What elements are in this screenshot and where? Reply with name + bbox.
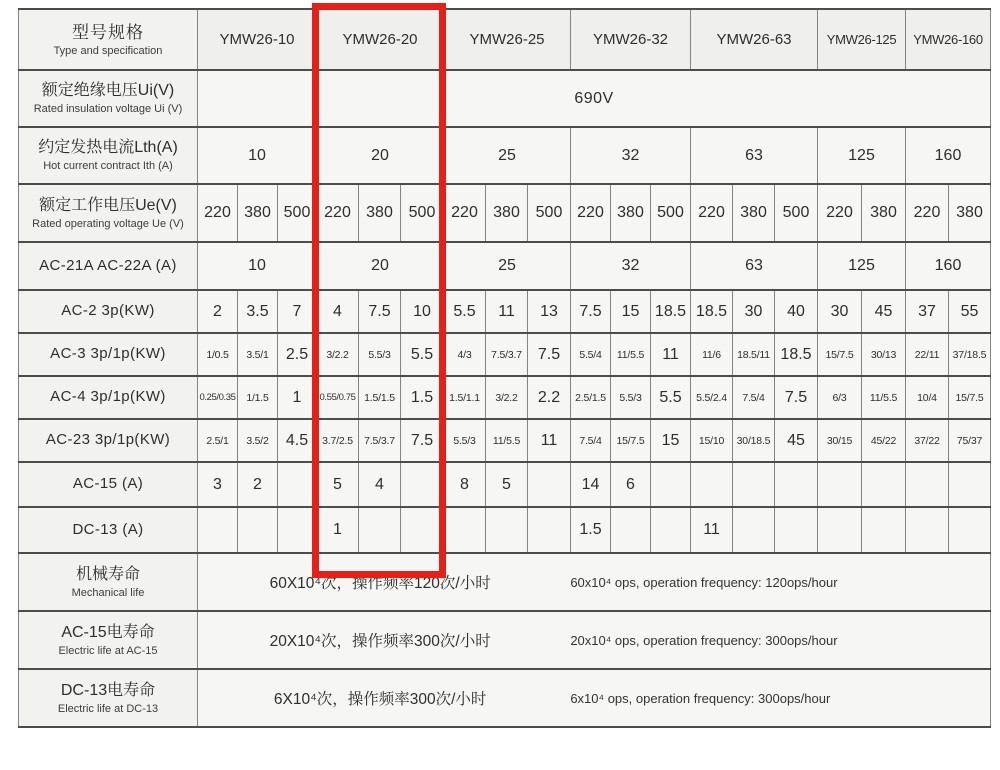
value-cell: 37/22 bbox=[906, 419, 949, 462]
value-cell bbox=[906, 462, 949, 507]
value-cell: 7.5 bbox=[571, 290, 611, 333]
value-cell: 2 bbox=[238, 462, 278, 507]
row-label bbox=[19, 290, 198, 333]
row-label-zh: 约定发热电流Lth(A) bbox=[38, 139, 178, 157]
value-cell: 30/13 bbox=[862, 333, 906, 376]
value-cell bbox=[862, 507, 906, 553]
group-value-cell: 160 bbox=[906, 242, 991, 290]
value-cell: 1.5 bbox=[571, 507, 611, 553]
value-cell: 5 bbox=[486, 462, 528, 507]
value-cell: 75/37 bbox=[949, 419, 991, 462]
value-cell: 3.7/2.5 bbox=[317, 419, 359, 462]
value-cell: 37/18.5 bbox=[949, 333, 991, 376]
value-cell: 220 bbox=[906, 184, 949, 242]
value-cell bbox=[862, 462, 906, 507]
value-cell: 1.5/1.5 bbox=[359, 376, 401, 419]
value-cell: 2.5 bbox=[278, 333, 317, 376]
merged-value-cell: 690V bbox=[198, 70, 991, 127]
life-cell bbox=[198, 553, 991, 611]
spec-header-label-zh: 型号规格 bbox=[72, 22, 144, 42]
value-cell: 1/1.5 bbox=[238, 376, 278, 419]
value-cell: 5.5/3 bbox=[611, 376, 651, 419]
row-label-zh: AC-2 3p(KW) bbox=[61, 302, 155, 320]
value-cell bbox=[949, 507, 991, 553]
value-cell: 380 bbox=[862, 184, 906, 242]
row-label bbox=[19, 507, 198, 553]
value-cell bbox=[818, 462, 862, 507]
row-label-en: Mechanical life bbox=[71, 586, 145, 599]
group-value-cell: 63 bbox=[691, 242, 818, 290]
table-row bbox=[19, 669, 991, 727]
row-label-zh: 机械寿命 bbox=[75, 565, 140, 583]
row-label-zh: AC-3 3p/1p(KW) bbox=[50, 345, 166, 363]
value-cell bbox=[444, 507, 486, 553]
value-cell: 380 bbox=[238, 184, 278, 242]
value-cell: 7.5/3.7 bbox=[486, 333, 528, 376]
spec-table bbox=[18, 8, 991, 728]
table-row bbox=[19, 611, 991, 669]
value-cell: 11 bbox=[691, 507, 733, 553]
model-header-ymw26-160: YMW26-160 bbox=[906, 9, 991, 70]
value-cell: 3/2.2 bbox=[317, 333, 359, 376]
value-cell: 5.5/3 bbox=[359, 333, 401, 376]
value-cell: 30/18.5 bbox=[733, 419, 775, 462]
value-cell: 500 bbox=[651, 184, 691, 242]
life-wrap bbox=[198, 629, 990, 651]
model-header-ymw26-10: YMW26-10 bbox=[198, 9, 317, 70]
value-cell bbox=[818, 507, 862, 553]
value-cell: 3 bbox=[198, 462, 238, 507]
spec-header-label-en: Type and specification bbox=[53, 45, 163, 58]
value-cell: 5 bbox=[317, 462, 359, 507]
row-label bbox=[19, 462, 198, 507]
value-cell: 500 bbox=[775, 184, 818, 242]
value-cell: 11/5.5 bbox=[611, 333, 651, 376]
value-cell: 11/5.5 bbox=[486, 419, 528, 462]
group-value-cell: 160 bbox=[906, 127, 991, 184]
value-cell bbox=[486, 507, 528, 553]
model-header-ymw26-32: YMW26-32 bbox=[571, 9, 691, 70]
row-label-en: Electric life at DC-13 bbox=[57, 702, 159, 715]
value-cell: 500 bbox=[278, 184, 317, 242]
value-cell: 11 bbox=[651, 333, 691, 376]
value-cell: 22/11 bbox=[906, 333, 949, 376]
value-cell: 7.5 bbox=[775, 376, 818, 419]
value-cell: 1.5/1.1 bbox=[444, 376, 486, 419]
row-label-zh: AC-23 3p/1p(KW) bbox=[45, 431, 171, 449]
value-cell: 1.5 bbox=[401, 376, 444, 419]
value-cell bbox=[278, 462, 317, 507]
value-cell: 5.5/3 bbox=[444, 419, 486, 462]
value-cell bbox=[733, 462, 775, 507]
value-cell: 7.5 bbox=[359, 290, 401, 333]
life-value-zh: 60X10⁴次，操作频率120次/小时 bbox=[269, 575, 491, 592]
model-header-ymw26-63: YMW26-63 bbox=[691, 9, 818, 70]
row-label-zh: AC-4 3p/1p(KW) bbox=[50, 388, 166, 406]
value-cell: 380 bbox=[359, 184, 401, 242]
table-row bbox=[19, 290, 991, 333]
value-cell: 3.5/1 bbox=[238, 333, 278, 376]
value-cell: 40 bbox=[775, 290, 818, 333]
row-label bbox=[19, 376, 198, 419]
table-row bbox=[19, 184, 991, 242]
value-cell: 220 bbox=[818, 184, 862, 242]
value-cell bbox=[906, 507, 949, 553]
spec-sheet bbox=[18, 8, 991, 728]
table-row bbox=[19, 376, 991, 419]
row-label-zh: AC-15 (A) bbox=[72, 475, 144, 493]
group-value-cell: 20 bbox=[317, 242, 444, 290]
row-label-zh: 额定工作电压Ue(V) bbox=[39, 196, 177, 214]
value-cell: 7 bbox=[278, 290, 317, 333]
row-label bbox=[19, 70, 198, 127]
life-value-zh: 6X10⁴次，操作频率300次/小时 bbox=[273, 691, 487, 708]
value-cell: 2.5/1 bbox=[198, 419, 238, 462]
value-cell bbox=[651, 507, 691, 553]
value-cell: 45 bbox=[775, 419, 818, 462]
group-value-cell: 32 bbox=[571, 127, 691, 184]
spec-table-body bbox=[19, 9, 991, 727]
value-cell bbox=[775, 462, 818, 507]
value-cell: 15/7.5 bbox=[818, 333, 862, 376]
value-cell: 220 bbox=[198, 184, 238, 242]
value-cell: 45 bbox=[862, 290, 906, 333]
row-label bbox=[19, 333, 198, 376]
value-cell bbox=[198, 507, 238, 553]
value-cell: 14 bbox=[571, 462, 611, 507]
value-cell: 15/7.5 bbox=[949, 376, 991, 419]
row-label-en: Hot current contract Ith (A) bbox=[43, 160, 173, 173]
model-header-ymw26-25: YMW26-25 bbox=[444, 9, 571, 70]
life-wrap bbox=[198, 571, 990, 593]
group-value-cell: 25 bbox=[444, 242, 571, 290]
row-label-en: Rated insulation voltage Ui (V) bbox=[33, 103, 183, 116]
value-cell: 10 bbox=[401, 290, 444, 333]
value-cell bbox=[528, 507, 571, 553]
value-cell: 4 bbox=[359, 462, 401, 507]
value-cell: 220 bbox=[444, 184, 486, 242]
row-label-en: Electric life at AC-15 bbox=[58, 644, 158, 657]
value-cell: 2 bbox=[198, 290, 238, 333]
row-label bbox=[19, 419, 198, 462]
value-cell bbox=[611, 507, 651, 553]
value-cell: 220 bbox=[571, 184, 611, 242]
value-cell: 10/4 bbox=[906, 376, 949, 419]
value-cell: 0.55/0.75 bbox=[317, 376, 359, 419]
value-cell: 1/0.5 bbox=[198, 333, 238, 376]
value-cell: 45/22 bbox=[862, 419, 906, 462]
value-cell bbox=[359, 507, 401, 553]
value-cell: 500 bbox=[528, 184, 571, 242]
row-label bbox=[19, 127, 198, 184]
value-cell: 5.5 bbox=[651, 376, 691, 419]
value-cell: 7.5/4 bbox=[733, 376, 775, 419]
value-cell: 7.5 bbox=[401, 419, 444, 462]
value-cell: 18.5/11 bbox=[733, 333, 775, 376]
value-cell: 4/3 bbox=[444, 333, 486, 376]
row-label bbox=[19, 184, 198, 242]
group-value-cell: 125 bbox=[818, 127, 906, 184]
life-value-en: 60x10⁴ ops, operation frequency: 120ops/hour bbox=[570, 574, 838, 590]
row-label-en: Rated operating voltage Ue (V) bbox=[32, 217, 184, 230]
value-cell: 18.5 bbox=[691, 290, 733, 333]
value-cell: 15 bbox=[651, 419, 691, 462]
value-cell: 18.5 bbox=[775, 333, 818, 376]
value-cell: 15/7.5 bbox=[611, 419, 651, 462]
table-row bbox=[19, 127, 991, 184]
row-label bbox=[19, 553, 198, 611]
value-cell: 5.5 bbox=[401, 333, 444, 376]
row-label bbox=[19, 242, 198, 290]
value-cell: 380 bbox=[733, 184, 775, 242]
life-cell bbox=[198, 669, 991, 727]
life-wrap bbox=[198, 687, 990, 709]
value-cell: 8 bbox=[444, 462, 486, 507]
value-cell bbox=[238, 507, 278, 553]
value-cell: 15 bbox=[611, 290, 651, 333]
table-row bbox=[19, 419, 991, 462]
value-cell bbox=[651, 462, 691, 507]
table-row bbox=[19, 462, 991, 507]
value-cell: 380 bbox=[486, 184, 528, 242]
value-cell: 7.5/3.7 bbox=[359, 419, 401, 462]
value-cell: 30 bbox=[733, 290, 775, 333]
value-cell: 220 bbox=[691, 184, 733, 242]
value-cell: 11 bbox=[486, 290, 528, 333]
value-cell: 5.5/4 bbox=[571, 333, 611, 376]
life-value-en: 6x10⁴ ops, operation frequency: 300ops/hour bbox=[570, 690, 831, 706]
group-value-cell: 20 bbox=[317, 127, 444, 184]
value-cell: 3.5/2 bbox=[238, 419, 278, 462]
model-header-ymw26-125: YMW26-125 bbox=[818, 9, 906, 70]
value-cell: 11 bbox=[528, 419, 571, 462]
value-cell bbox=[775, 507, 818, 553]
value-cell: 4.5 bbox=[278, 419, 317, 462]
value-cell: 380 bbox=[611, 184, 651, 242]
value-cell: 0.25/0.35 bbox=[198, 376, 238, 419]
value-cell: 11/5.5 bbox=[862, 376, 906, 419]
row-label-zh: AC-15电寿命 bbox=[61, 623, 155, 641]
value-cell: 500 bbox=[401, 184, 444, 242]
header-row bbox=[19, 9, 991, 70]
model-header-ymw26-20: YMW26-20 bbox=[317, 9, 444, 70]
row-label bbox=[19, 611, 198, 669]
table-row bbox=[19, 507, 991, 553]
table-row bbox=[19, 242, 991, 290]
row-label bbox=[19, 669, 198, 727]
value-cell bbox=[733, 507, 775, 553]
spec-header-cell bbox=[19, 9, 198, 70]
value-cell: 3/2.2 bbox=[486, 376, 528, 419]
table-row bbox=[19, 333, 991, 376]
value-cell: 30 bbox=[818, 290, 862, 333]
group-value-cell: 125 bbox=[818, 242, 906, 290]
life-value-zh: 20X10⁴次，操作频率300次/小时 bbox=[269, 633, 491, 650]
life-value-en: 20x10⁴ ops, operation frequency: 300ops/hour bbox=[570, 632, 838, 648]
value-cell: 6/3 bbox=[818, 376, 862, 419]
value-cell bbox=[401, 462, 444, 507]
row-label-zh: DC-13 (A) bbox=[72, 520, 144, 538]
value-cell: 18.5 bbox=[651, 290, 691, 333]
value-cell bbox=[401, 507, 444, 553]
life-cell bbox=[198, 611, 991, 669]
value-cell bbox=[691, 462, 733, 507]
group-value-cell: 32 bbox=[571, 242, 691, 290]
value-cell: 1 bbox=[317, 507, 359, 553]
value-cell: 30/15 bbox=[818, 419, 862, 462]
group-value-cell: 10 bbox=[198, 242, 317, 290]
group-value-cell: 25 bbox=[444, 127, 571, 184]
row-label-zh: AC-21A AC-22A (A) bbox=[39, 256, 177, 274]
table-row bbox=[19, 553, 991, 611]
value-cell: 37 bbox=[906, 290, 949, 333]
value-cell: 2.2 bbox=[528, 376, 571, 419]
value-cell: 15/10 bbox=[691, 419, 733, 462]
value-cell bbox=[278, 507, 317, 553]
value-cell: 5.5/2.4 bbox=[691, 376, 733, 419]
value-cell: 4 bbox=[317, 290, 359, 333]
value-cell: 55 bbox=[949, 290, 991, 333]
value-cell: 2.5/1.5 bbox=[571, 376, 611, 419]
table-row bbox=[19, 70, 991, 127]
value-cell: 13 bbox=[528, 290, 571, 333]
value-cell bbox=[949, 462, 991, 507]
value-cell: 5.5 bbox=[444, 290, 486, 333]
value-cell: 1 bbox=[278, 376, 317, 419]
value-cell: 7.5/4 bbox=[571, 419, 611, 462]
value-cell: 7.5 bbox=[528, 333, 571, 376]
value-cell: 220 bbox=[317, 184, 359, 242]
value-cell: 3.5 bbox=[238, 290, 278, 333]
row-label-zh: 额定绝缘电压Ui(V) bbox=[41, 82, 175, 100]
value-cell: 380 bbox=[949, 184, 991, 242]
group-value-cell: 10 bbox=[198, 127, 317, 184]
value-cell bbox=[528, 462, 571, 507]
group-value-cell: 63 bbox=[691, 127, 818, 184]
value-cell: 11/6 bbox=[691, 333, 733, 376]
row-label-zh: DC-13电寿命 bbox=[60, 681, 156, 699]
value-cell: 6 bbox=[611, 462, 651, 507]
